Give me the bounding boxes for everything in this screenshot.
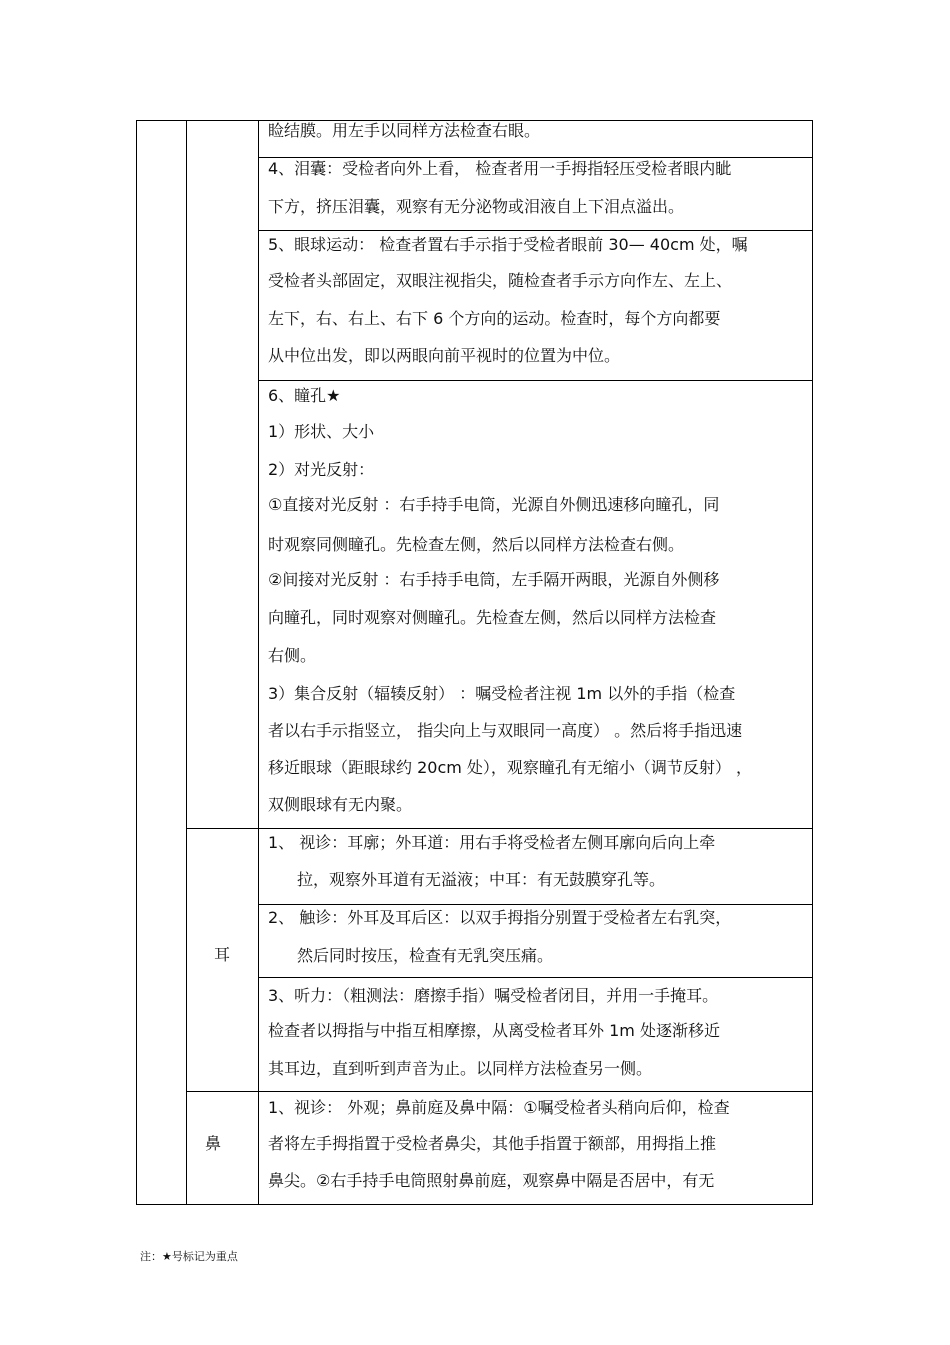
table-border-left bbox=[136, 120, 137, 1205]
nose-inspection-text: 鼻尖。②右手持手电筒照射鼻前庭，观察鼻中隔是否居中，有无 bbox=[268, 1171, 715, 1190]
section-divider-nose bbox=[186, 1091, 813, 1092]
pupil-text: 右侧。 bbox=[268, 646, 317, 665]
eye-movement-text: 从中位出发，即以两眼向前平视时的位置为中位。 bbox=[268, 346, 621, 365]
conjunctiva-text: 睑结膜。用左手以同样方法检查右眼。 bbox=[268, 121, 541, 140]
table-border-right bbox=[812, 120, 813, 1205]
eye-movement-text: 左下，右、右上、右下 6 个方向的运动。检查时，每个方向都要 bbox=[268, 309, 721, 328]
pupil-text: ②间接对光反射 ：右手持手电筒，左手隔开两眼，光源自外侧移 bbox=[268, 570, 720, 589]
table-border-bottom bbox=[136, 1204, 813, 1205]
pupil-text: 1）形状、大小 bbox=[268, 422, 375, 441]
ear-palpation-text: 然后同时按压，检查有无乳突压痛。 bbox=[297, 946, 554, 965]
pupil-text: 者以右手示指竖立， 指尖向上与双眼同一高度） 。然后将手指迅速 bbox=[268, 721, 743, 740]
ear-inspection-text: 1、 视诊：耳廓；外耳道：用右手将受检者左侧耳廓向后向上牵 bbox=[268, 833, 716, 852]
ear-hearing-text: 检查者以拇指与中指互相摩擦，从离受检者耳外 1m 处逐渐移近 bbox=[268, 1021, 720, 1040]
section-label-ear: 耳 bbox=[214, 945, 231, 964]
row-divider bbox=[258, 977, 813, 978]
pupil-text: 向瞳孔，同时观察对侧瞳孔。先检查左侧，然后以同样方法检查 bbox=[268, 608, 717, 627]
lacrimal-sac-text: 下方，挤压泪囊，观察有无分泌物或泪液自上下泪点溢出。 bbox=[268, 197, 685, 216]
pupil-text: 3）集合反射（辐辏反射） ：嘱受检者注视 1m 以外的手指（检查 bbox=[268, 684, 736, 703]
table-divider-col1 bbox=[186, 120, 187, 1205]
row-divider bbox=[258, 904, 813, 905]
row-divider bbox=[258, 380, 813, 381]
pupil-text: 2）对光反射： bbox=[268, 460, 375, 479]
nose-inspection-text: 者将左手拇指置于受检者鼻尖，其他手指置于额部，用拇指上推 bbox=[268, 1134, 717, 1153]
eye-movement-text: 5、眼球运动： 检查者置右手示指于受检者眼前 30— 40cm 处，嘱 bbox=[268, 235, 748, 254]
pupil-text: ①直接对光反射 ：右手持手电筒，光源自外侧迅速移向瞳孔，同 bbox=[268, 495, 720, 514]
ear-palpation-text: 2、 触诊：外耳及耳后区：以双手拇指分别置于受检者左右乳突， bbox=[268, 908, 732, 927]
ear-inspection-text: 拉，观察外耳道有无溢液；中耳：有无鼓膜穿孔等。 bbox=[297, 870, 666, 889]
section-divider-ear bbox=[186, 828, 813, 829]
nose-inspection-text: 1、视诊： 外观；鼻前庭及鼻中隔：①嘱受检者头稍向后仰，检查 bbox=[268, 1098, 730, 1117]
table-divider-col2 bbox=[258, 120, 259, 1205]
ear-hearing-text: 其耳边，直到听到声音为止。以同样方法检查另一侧。 bbox=[268, 1059, 653, 1078]
pupil-text: 移近眼球（距眼球约 20cm 处），观察瞳孔有无缩小（调节反射） ， bbox=[268, 758, 753, 777]
pupil-text: 双侧眼球有无内聚。 bbox=[268, 795, 413, 814]
pupil-heading: 6、瞳孔★ bbox=[268, 386, 341, 405]
footnote: 注：★号标记为重点 bbox=[140, 1250, 238, 1263]
section-label-nose: 鼻 bbox=[205, 1134, 222, 1153]
pupil-text: 时观察同侧瞳孔。先检查左侧，然后以同样方法检查右侧。 bbox=[268, 535, 685, 554]
row-divider bbox=[258, 230, 813, 231]
lacrimal-sac-text: 4、泪囊：受检者向外上看， 检查者用一手拇指轻压受检者眼内眦 bbox=[268, 159, 732, 178]
eye-movement-text: 受检者头部固定，双眼注视指尖，随检查者手示方向作左、左上、 bbox=[268, 271, 733, 290]
ear-hearing-text: 3、听力：（粗测法：磨擦手指）嘱受检者闭目，并用一手掩耳。 bbox=[268, 986, 719, 1005]
